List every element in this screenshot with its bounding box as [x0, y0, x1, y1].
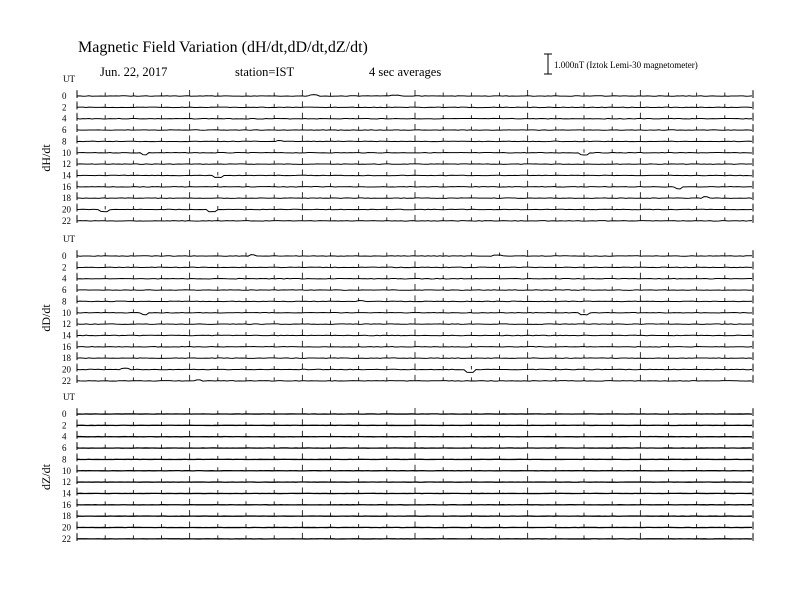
- row-label-8: 8: [62, 136, 67, 147]
- trace-row-18: [77, 358, 752, 359]
- row-label-4: 4: [62, 113, 67, 124]
- trace-row-10: [77, 152, 752, 154]
- row-label-16: 16: [62, 499, 71, 510]
- ut-label: UT: [63, 392, 75, 402]
- row-label-6: 6: [62, 285, 67, 296]
- row-label-10: 10: [62, 307, 71, 318]
- trace-row-14: [77, 175, 752, 177]
- trace-row-6: [77, 130, 752, 131]
- trace-row-8: [77, 141, 752, 142]
- trace-row-16: [77, 187, 752, 190]
- row-label-18: 18: [62, 193, 71, 204]
- row-label-14: 14: [62, 170, 71, 181]
- row-label-14: 14: [62, 488, 71, 499]
- averaging-label: 4 sec averages: [369, 65, 442, 79]
- row-label-4: 4: [62, 431, 67, 442]
- row-label-12: 12: [62, 477, 71, 488]
- trace-row-12: [77, 164, 752, 165]
- row-label-20: 20: [62, 522, 71, 533]
- panel-ylabel: dD/dt: [39, 304, 53, 332]
- row-label-2: 2: [62, 262, 67, 273]
- row-label-8: 8: [62, 296, 67, 307]
- trace-row-14: [77, 335, 752, 336]
- row-label-16: 16: [62, 341, 71, 352]
- row-label-22: 22: [62, 533, 71, 544]
- row-label-0: 0: [62, 91, 67, 101]
- row-label-22: 22: [62, 215, 71, 226]
- trace-row-18: [77, 197, 752, 199]
- ut-label: UT: [63, 74, 75, 84]
- trace-row-8: [77, 300, 752, 301]
- scale-label: 1.000nT (Iztok Lemi-30 magnetometer): [554, 60, 698, 70]
- row-label-10: 10: [62, 147, 71, 158]
- row-label-0: 0: [62, 251, 67, 261]
- row-label-20: 20: [62, 204, 71, 215]
- trace-row-2: [77, 267, 752, 268]
- ut-label: UT: [63, 234, 75, 244]
- trace-row-22: [77, 221, 752, 222]
- trace-row-4: [77, 118, 752, 119]
- station-label: station=IST: [235, 65, 295, 79]
- trace-row-20: [77, 209, 752, 211]
- trace-row-20: [77, 368, 752, 372]
- row-label-10: 10: [62, 465, 71, 476]
- trace-row-6: [77, 290, 752, 291]
- row-label-22: 22: [62, 375, 71, 386]
- trace-row-12: [77, 324, 752, 325]
- row-label-6: 6: [62, 125, 67, 136]
- trace-row-4: [77, 278, 752, 279]
- trace-row-0: [77, 95, 752, 97]
- panel-ylabel: dZ/dt: [39, 464, 53, 490]
- row-label-18: 18: [62, 511, 71, 522]
- row-label-0: 0: [62, 409, 67, 419]
- panel-ylabel: dH/dt: [39, 144, 53, 172]
- row-label-12: 12: [62, 319, 71, 330]
- row-label-18: 18: [62, 353, 71, 364]
- row-label-4: 4: [62, 273, 67, 284]
- trace-row-0: [77, 255, 752, 257]
- row-label-8: 8: [62, 454, 67, 465]
- chart-title: Magnetic Field Variation (dH/dt,dD/dt,dZ/dt): [78, 39, 368, 56]
- trace-row-10: [77, 312, 752, 314]
- row-label-12: 12: [62, 159, 71, 170]
- row-label-2: 2: [62, 102, 67, 113]
- row-label-2: 2: [62, 420, 67, 431]
- row-label-14: 14: [62, 330, 71, 341]
- trace-row-22: [77, 380, 752, 381]
- row-label-6: 6: [62, 443, 67, 454]
- row-label-20: 20: [62, 364, 71, 375]
- trace-row-16: [77, 347, 752, 348]
- row-label-16: 16: [62, 181, 71, 192]
- trace-row-2: [77, 107, 752, 108]
- date-label: Jun. 22, 2017: [100, 65, 168, 79]
